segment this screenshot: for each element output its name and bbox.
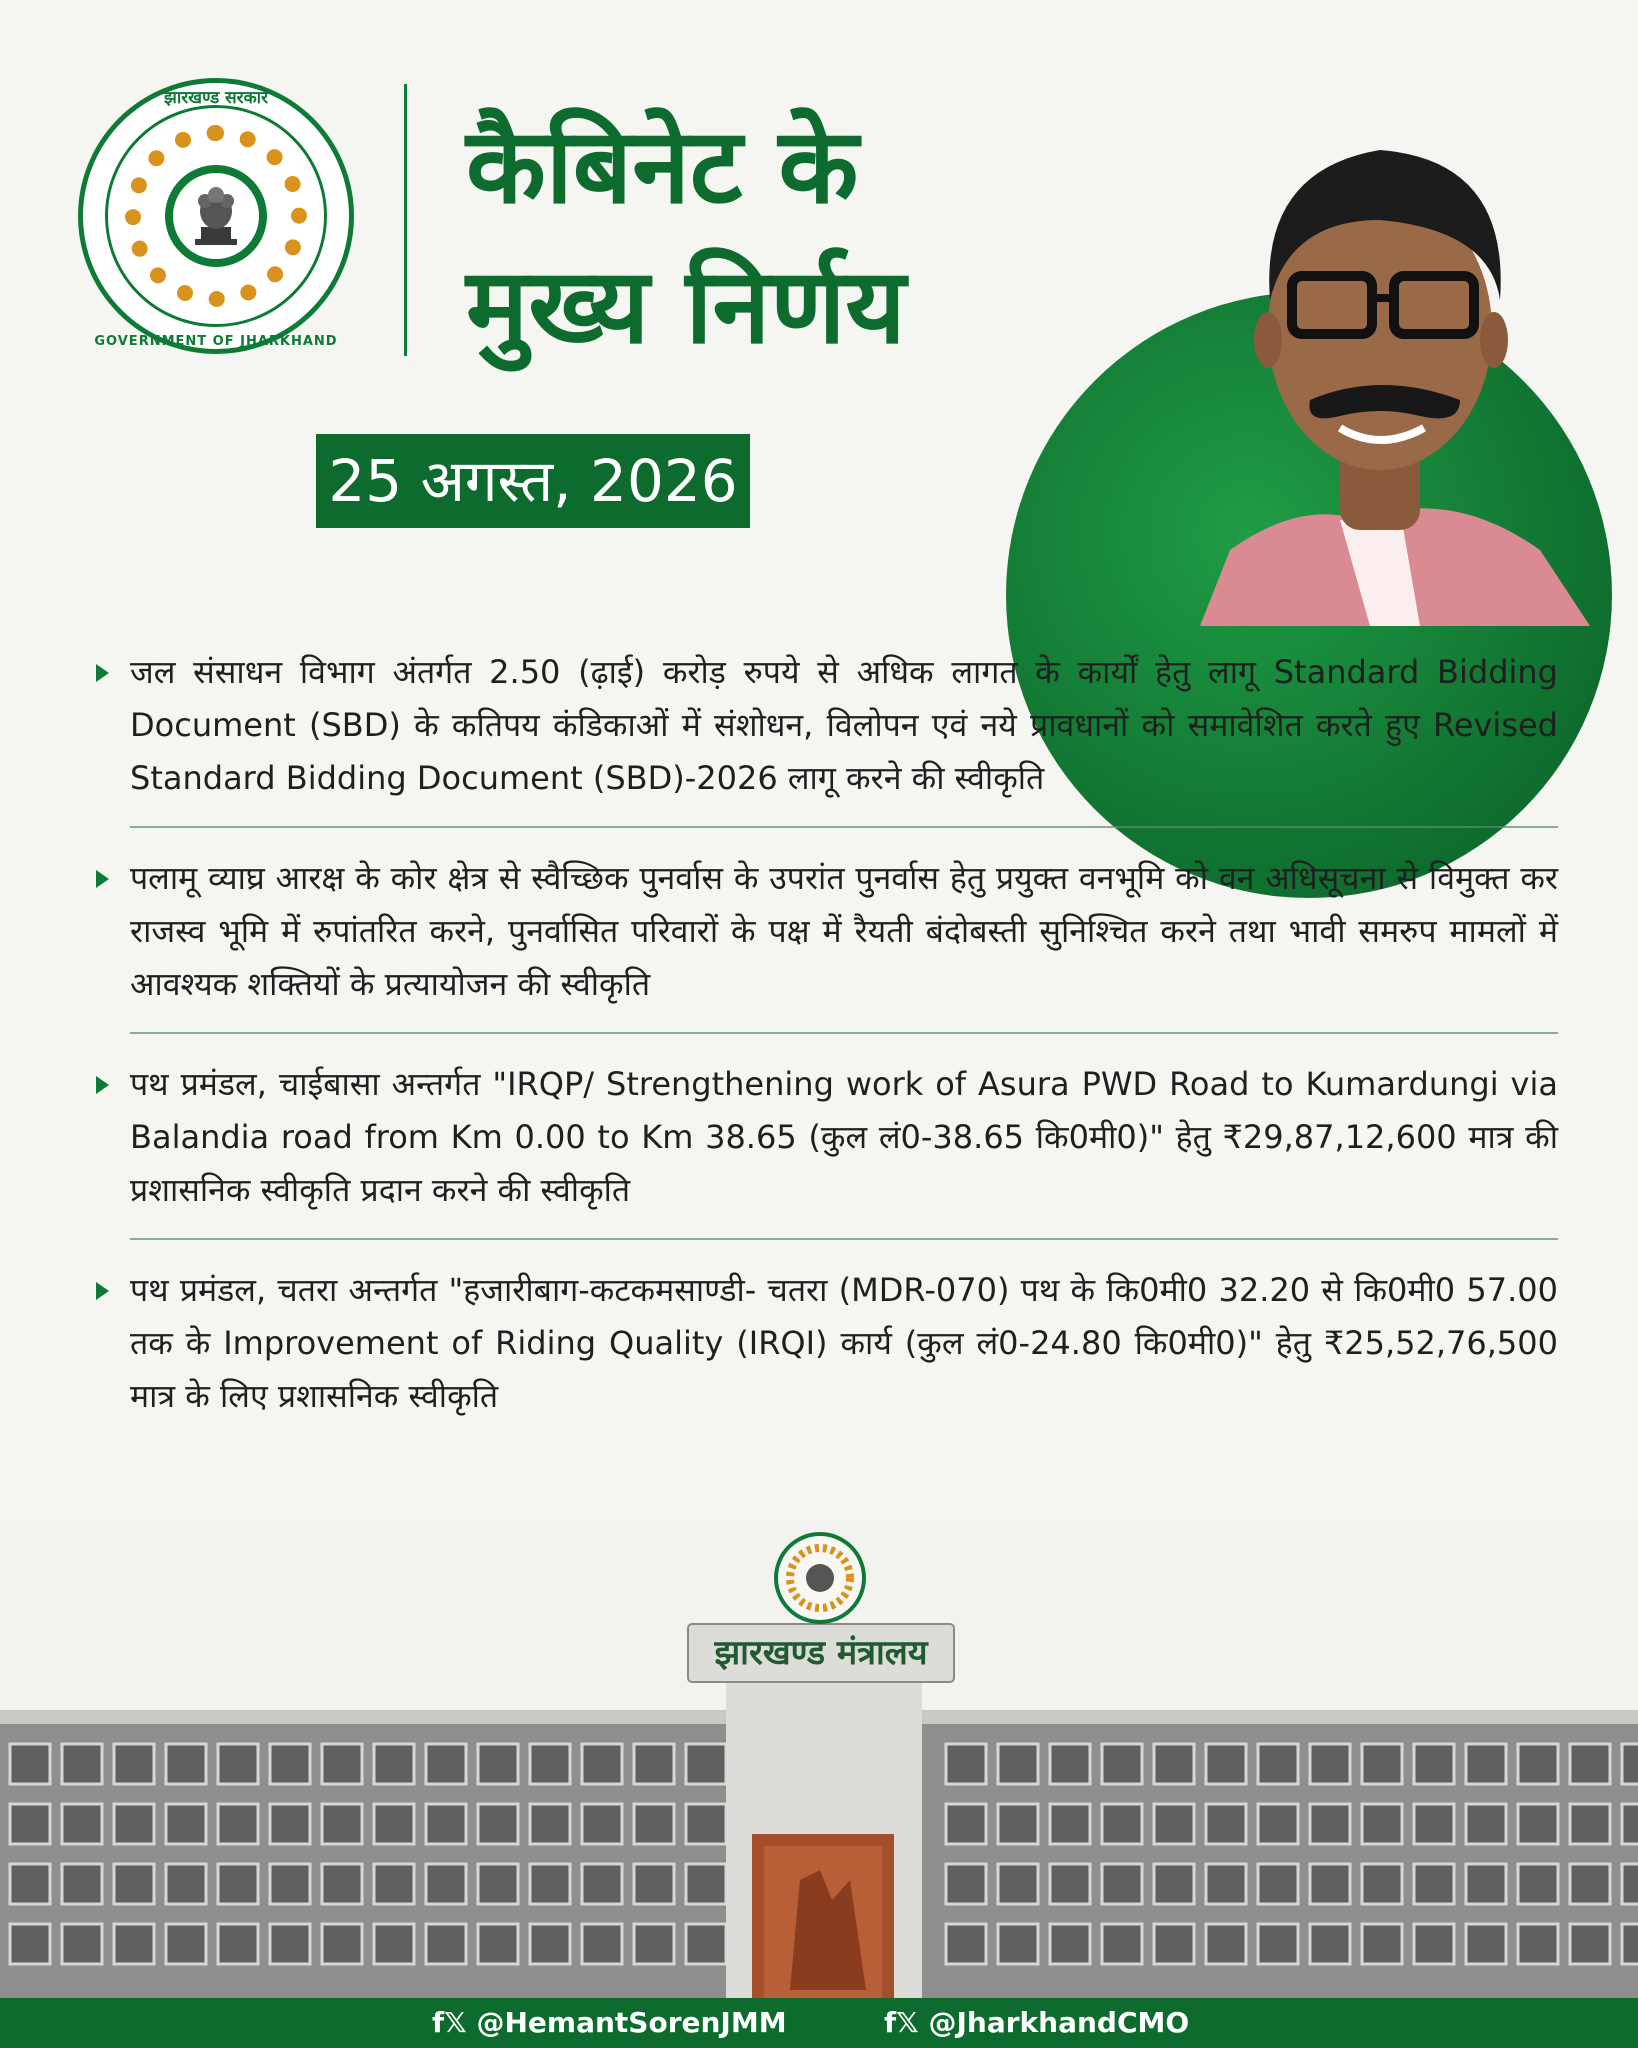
portrait-illustration — [900, 80, 1638, 626]
facade-window — [1622, 1864, 1638, 1904]
facade-window — [374, 1924, 414, 1964]
facade-window — [374, 1864, 414, 1904]
facade-window — [62, 1744, 102, 1784]
facade-window — [1050, 1804, 1090, 1844]
decision-item — [92, 1264, 1558, 1420]
facade-window — [686, 1924, 726, 1964]
facade-window — [1414, 1804, 1454, 1844]
decision-item — [92, 646, 1558, 802]
facade-window — [322, 1864, 362, 1904]
facade-window — [114, 1804, 154, 1844]
header-vertical-divider — [404, 84, 407, 356]
facade-window — [1154, 1804, 1194, 1844]
facade-window — [270, 1804, 310, 1844]
emblem-top-text: झारखण्ड सरकार — [163, 88, 269, 108]
facade-window — [10, 1864, 50, 1904]
facade-window — [1154, 1924, 1194, 1964]
facade-window — [1206, 1744, 1246, 1784]
facade-window — [1570, 1804, 1610, 1844]
facade-window — [946, 1744, 986, 1784]
page-title — [466, 96, 906, 376]
decision-text: पथ प्रमंडल, चाईबासा अन्तर्गत "IRQP/ Strengthening work of Asura PWD Road to Kumardungi via Balandia road from Km 0.00 to Km 38.65 (कुल लं0-38.65 कि0मी0)" हेतु ₹29,87,12,600 मात्र की प्रशासनिक स्वीकृति प्रदान करने की स्वीकृति — [130, 1065, 1558, 1209]
facade-window — [1206, 1804, 1246, 1844]
facade-window — [1310, 1744, 1350, 1784]
facade-window — [530, 1744, 570, 1784]
facade-window — [62, 1864, 102, 1904]
decision-item — [92, 1058, 1558, 1214]
item-divider — [130, 1032, 1558, 1034]
facade-window — [1310, 1924, 1350, 1964]
facade-window — [218, 1744, 258, 1784]
facade-window — [582, 1804, 622, 1844]
jharkhand-government-emblem — [78, 78, 354, 354]
facade-window — [634, 1744, 674, 1784]
facade-window — [374, 1804, 414, 1844]
facade-window — [1362, 1864, 1402, 1904]
facade-window — [1570, 1864, 1610, 1904]
facade-window — [686, 1744, 726, 1784]
title-line-2: मुख्य निर्णय — [466, 245, 906, 367]
facade-window — [322, 1804, 362, 1844]
facade-window — [10, 1924, 50, 1964]
facade-window — [218, 1924, 258, 1964]
chief-minister-portrait — [900, 80, 1638, 626]
facade-window — [998, 1924, 1038, 1964]
facade-window — [1258, 1924, 1298, 1964]
facade-window — [322, 1924, 362, 1964]
facade-window — [114, 1744, 154, 1784]
bullet-arrow-icon — [96, 1282, 109, 1300]
decision-text: जल संसाधन विभाग अंतर्गत 2.50 (ढ़ाई) करोड़ रुपये से अधिक लागत के कार्यों हेतु लागू Standard Bidding Document (SBD) के कतिपय कंडिकाओं में संशोधन, विलोपन एवं नये प्रावधानों को समावेशित करते हुए Revised Standard Bidding Document (SBD)-2026 लागू करने की स्वीकृति — [130, 653, 1558, 797]
facade-window — [1414, 1744, 1454, 1784]
facade-window — [10, 1744, 50, 1784]
facade-window — [1050, 1864, 1090, 1904]
facade-window — [686, 1804, 726, 1844]
facade-window — [478, 1804, 518, 1844]
facade-window — [426, 1924, 466, 1964]
decision-text: पथ प्रमंडल, चतरा अन्तर्गत "हजारीबाग-कटकमसाण्डी- चतरा (MDR-070) पथ के कि0मी0 32.20 से कि0मी0 57.00 तक के Improvement of Riding Quality (IRQI) कार्य (कुल लं0-24.80 कि0मी0)" हेतु ₹25,52,76,500 मात्र के लिए प्रशासनिक स्वीकृति — [130, 1271, 1558, 1415]
bullet-arrow-icon — [96, 664, 109, 682]
facade-window — [946, 1924, 986, 1964]
facade-window — [998, 1744, 1038, 1784]
facade-window — [478, 1744, 518, 1784]
facade-window — [1414, 1924, 1454, 1964]
facade-window — [1362, 1804, 1402, 1844]
facade-window — [10, 1804, 50, 1844]
facade-window — [166, 1744, 206, 1784]
facade-window — [1518, 1924, 1558, 1964]
date-badge: 25 अगस्त, 2026 — [316, 434, 750, 528]
facade-window — [1570, 1744, 1610, 1784]
facade-window — [1102, 1744, 1142, 1784]
facade-window — [582, 1744, 622, 1784]
facade-window — [998, 1804, 1038, 1844]
facade-window — [1362, 1924, 1402, 1964]
facade-window — [582, 1864, 622, 1904]
facade-window — [1622, 1924, 1638, 1964]
facade-window — [1206, 1864, 1246, 1904]
facade-window — [426, 1744, 466, 1784]
decision-item — [92, 852, 1558, 1008]
facade-window — [1466, 1804, 1506, 1844]
item-divider — [130, 826, 1558, 828]
facade-window — [1102, 1864, 1142, 1904]
facade-window — [946, 1864, 986, 1904]
facade-window — [1518, 1804, 1558, 1844]
social-handle-jharkhand-cmo[interactable]: f𝕏 @JharkhandCMO — [884, 2006, 1190, 2039]
facade-window — [1050, 1744, 1090, 1784]
facade-window — [1102, 1924, 1142, 1964]
facade-window — [1102, 1804, 1142, 1844]
facade-window — [322, 1744, 362, 1784]
facade-window — [634, 1924, 674, 1964]
facade-window — [270, 1744, 310, 1784]
facade-window — [114, 1924, 154, 1964]
facade-window — [426, 1864, 466, 1904]
facade-window — [1466, 1864, 1506, 1904]
facade-window — [1570, 1924, 1610, 1964]
facade-window — [218, 1804, 258, 1844]
social-handle-hemant-soren[interactable]: f𝕏 @HemantSorenJMM — [432, 2006, 787, 2039]
facade-window — [426, 1804, 466, 1844]
facade-window — [166, 1864, 206, 1904]
facade-window — [998, 1864, 1038, 1904]
building-illustration — [0, 1520, 1638, 1998]
facade-window — [218, 1864, 258, 1904]
facade-window — [62, 1804, 102, 1844]
bullet-arrow-icon — [96, 1076, 109, 1094]
facade-window — [1466, 1744, 1506, 1784]
facade-window — [478, 1864, 518, 1904]
facade-window — [1362, 1744, 1402, 1784]
decision-list — [92, 646, 1558, 1420]
facade-window — [1414, 1864, 1454, 1904]
facade-window — [62, 1924, 102, 1964]
facade-window — [374, 1744, 414, 1784]
facade-window — [1310, 1864, 1350, 1904]
facade-window — [530, 1864, 570, 1904]
building-sign-text: झारखण्ड मंत्रालय — [714, 1633, 928, 1673]
facade-window — [1154, 1744, 1194, 1784]
emblem-bottom-text: GOVERNMENT OF JHARKHAND — [94, 334, 338, 349]
facade-window — [1154, 1864, 1194, 1904]
facade-window — [1258, 1804, 1298, 1844]
decision-text: पलामू व्याघ्र आरक्ष के कोर क्षेत्र से स्वैच्छिक पुनर्वास के उपरांत पुनर्वास हेतु प्रयुक्त वनभूमि को वन अधिसूचना से विमुक्त कर राजस्व भूमि में रुपांतरित करने, पुनर्वासित परिवारों के पक्ष में रैयती बंदोबस्ती सुनिश्चित करने तथा भावी समरुप मामलों में आवश्यक शक्तियों के प्रत्यायोजन की स्वीकृति — [130, 859, 1558, 1003]
facade-window — [1050, 1924, 1090, 1964]
facade-window — [1258, 1744, 1298, 1784]
title-line-1: कैबिनेट के — [466, 105, 859, 227]
jharkhand-secretariat-building — [0, 1520, 1638, 1998]
facade-window — [166, 1804, 206, 1844]
facade-window — [1206, 1924, 1246, 1964]
item-divider — [130, 1238, 1558, 1240]
facade-window — [582, 1924, 622, 1964]
national-emblem-icon — [183, 177, 249, 257]
facade-window — [530, 1804, 570, 1844]
facade-window — [1466, 1924, 1506, 1964]
facade-window — [530, 1924, 570, 1964]
facade-window — [114, 1864, 154, 1904]
facade-window — [946, 1804, 986, 1844]
facade-window — [686, 1864, 726, 1904]
facade-window — [634, 1864, 674, 1904]
facade-window — [1518, 1864, 1558, 1904]
bullet-arrow-icon — [96, 870, 109, 888]
facade-window — [270, 1924, 310, 1964]
facade-window — [270, 1864, 310, 1904]
facade-window — [1622, 1744, 1638, 1784]
facade-window — [1258, 1864, 1298, 1904]
facade-window — [1622, 1804, 1638, 1844]
social-footer — [0, 1998, 1638, 2048]
facade-window — [166, 1924, 206, 1964]
facade-window — [1310, 1804, 1350, 1844]
facade-window — [1518, 1744, 1558, 1784]
facade-window — [478, 1924, 518, 1964]
facade-window — [634, 1804, 674, 1844]
